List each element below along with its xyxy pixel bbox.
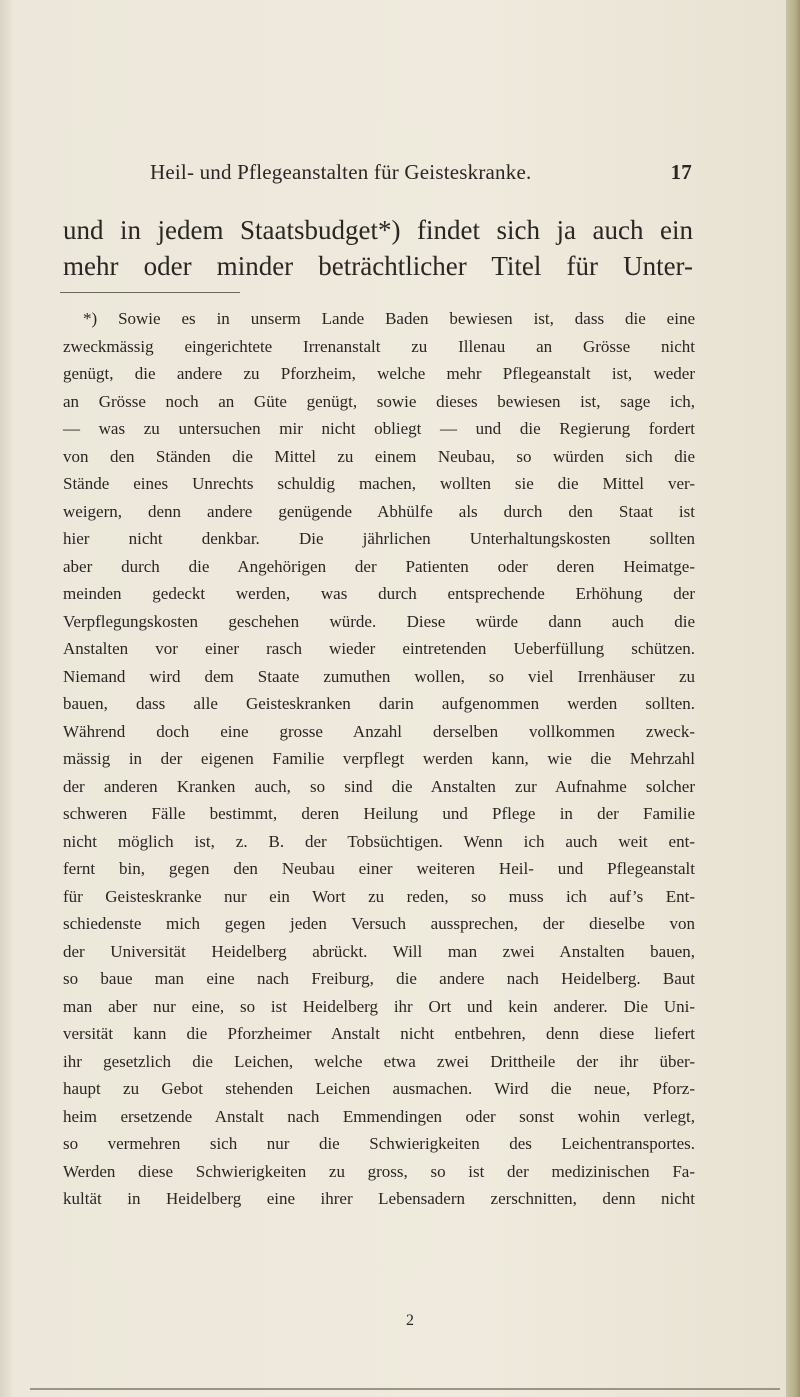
footnote-line: Werden diese Schwierigkeiten zu gross, so ist der medizinischen Fa- bbox=[63, 1161, 695, 1181]
footnote-line: bauen, dass alle Geisteskranken darin aufgenommen werden sollten. bbox=[63, 694, 695, 713]
footnote bbox=[63, 305, 695, 1213]
footnote-line: *) Sowie es in unserm Lande Baden bewiesen ist, dass die eine bbox=[83, 309, 695, 328]
footnote-line: so baue man eine nach Freiburg, die andere nach Heidelberg. Baut bbox=[63, 969, 695, 988]
footnote-line: zweckmässig eingerichtete Irrenanstalt zu Illenau an Grösse nicht bbox=[63, 336, 695, 356]
footnote-line: meinden gedeckt werden, was durch entsprechende Erhöhung der bbox=[63, 584, 695, 603]
footnote-line: haupt zu Gebot stehenden Leichen ausmachen. Wird die neue, Pforz- bbox=[63, 1079, 695, 1098]
footnote-line: versität kann die Pforzheimer Anstalt nicht entbehren, denn diese liefert bbox=[63, 1024, 695, 1043]
footnote-line: für Geisteskranke nur ein Wort zu reden, so muss ich auf’s Ent- bbox=[63, 886, 695, 906]
bottom-edge bbox=[30, 1388, 780, 1390]
footnote-line: schiedenste mich gegen jeden Versuch aussprechen, der dieselbe von bbox=[63, 914, 695, 933]
footnote-line: man aber nur eine, so ist Heidelberg ihr Ort und kein anderer. Die Uni- bbox=[63, 996, 695, 1016]
footnote-line: fernt bin, gegen den Neubau einer weiteren Heil- und Pflegeanstalt bbox=[63, 859, 695, 878]
footnote-rule bbox=[60, 292, 240, 293]
body-line: und in jedem Staatsbudget*) findet sich ja auch ein bbox=[63, 215, 693, 245]
body-text bbox=[63, 212, 693, 284]
footnote-line: Niemand wird dem Staate zumuthen wollen, so viel Irrenhäuser zu bbox=[63, 666, 695, 686]
footnote-line: von den Ständen die Mittel zu einem Neubau, so würden sich die bbox=[63, 446, 695, 466]
page-number: 17 bbox=[670, 160, 692, 184]
footnote-line: mässig in der eigenen Familie verpflegt werden kann, wie die Mehrzahl bbox=[63, 749, 695, 768]
footnote-line: ihr gesetzlich die Leichen, welche etwa zwei Drittheile der ihr über- bbox=[63, 1051, 695, 1071]
footnote-line: aber durch die Angehörigen der Patienten oder deren Heimatge- bbox=[63, 556, 695, 576]
footnote-line: hier nicht denkbar. Die jährlichen Unterhaltungskosten sollten bbox=[63, 529, 695, 548]
footnote-line: Anstalten vor einer rasch wieder eintretenden Ueberfüllung schützen. bbox=[63, 639, 695, 658]
footnote-line: genügt, die andere zu Pforzheim, welche mehr Pflegeanstalt ist, weder bbox=[63, 364, 695, 383]
footnote-line: — was zu untersuchen mir nicht obliegt — und die Regierung fordert bbox=[63, 419, 695, 438]
footnote-line: kultät in Heidelberg eine ihrer Lebensadern zerschnitten, denn nicht bbox=[63, 1189, 695, 1208]
footnote-line: Während doch eine grosse Anzahl derselben vollkommen zweck- bbox=[63, 721, 695, 741]
page-edge bbox=[786, 0, 800, 1397]
footnote-line: weigern, denn andere genügende Abhülfe als durch den Staat ist bbox=[63, 501, 695, 521]
footnote-line: an Grösse noch an Güte genügt, sowie dieses bewiesen ist, sage ich, bbox=[63, 391, 695, 411]
signature-mark: 2 bbox=[406, 1312, 414, 1329]
footnote-line: so vermehren sich nur die Schwierigkeiten des Leichentransportes. bbox=[63, 1134, 695, 1153]
footnote-line: schweren Fälle bestimmt, deren Heilung und Pflege in der Familie bbox=[63, 804, 695, 823]
footnote-line: Verpflegungskosten geschehen würde. Diese würde dann auch die bbox=[63, 611, 695, 631]
footnote-line: der Universität Heidelberg abrückt. Will man zwei Anstalten bauen, bbox=[63, 941, 695, 961]
running-title: Heil- und Pflegeanstalten für Geisteskranke. bbox=[150, 160, 532, 184]
body-line: mehr oder minder beträchtlicher Titel für Unter- bbox=[63, 251, 693, 281]
footnote-line: der anderen Kranken auch, so sind die Anstalten zur Aufnahme solcher bbox=[63, 776, 695, 796]
footnote-line: nicht möglich ist, z. B. der Tobsüchtigen. Wenn ich auch weit ent- bbox=[63, 831, 695, 851]
footnote-line: Stände eines Unrechts schuldig machen, wollten sie die Mittel ver- bbox=[63, 474, 695, 493]
footnote-line: heim ersetzende Anstalt nach Emmendingen oder sonst wohin verlegt, bbox=[63, 1106, 695, 1126]
